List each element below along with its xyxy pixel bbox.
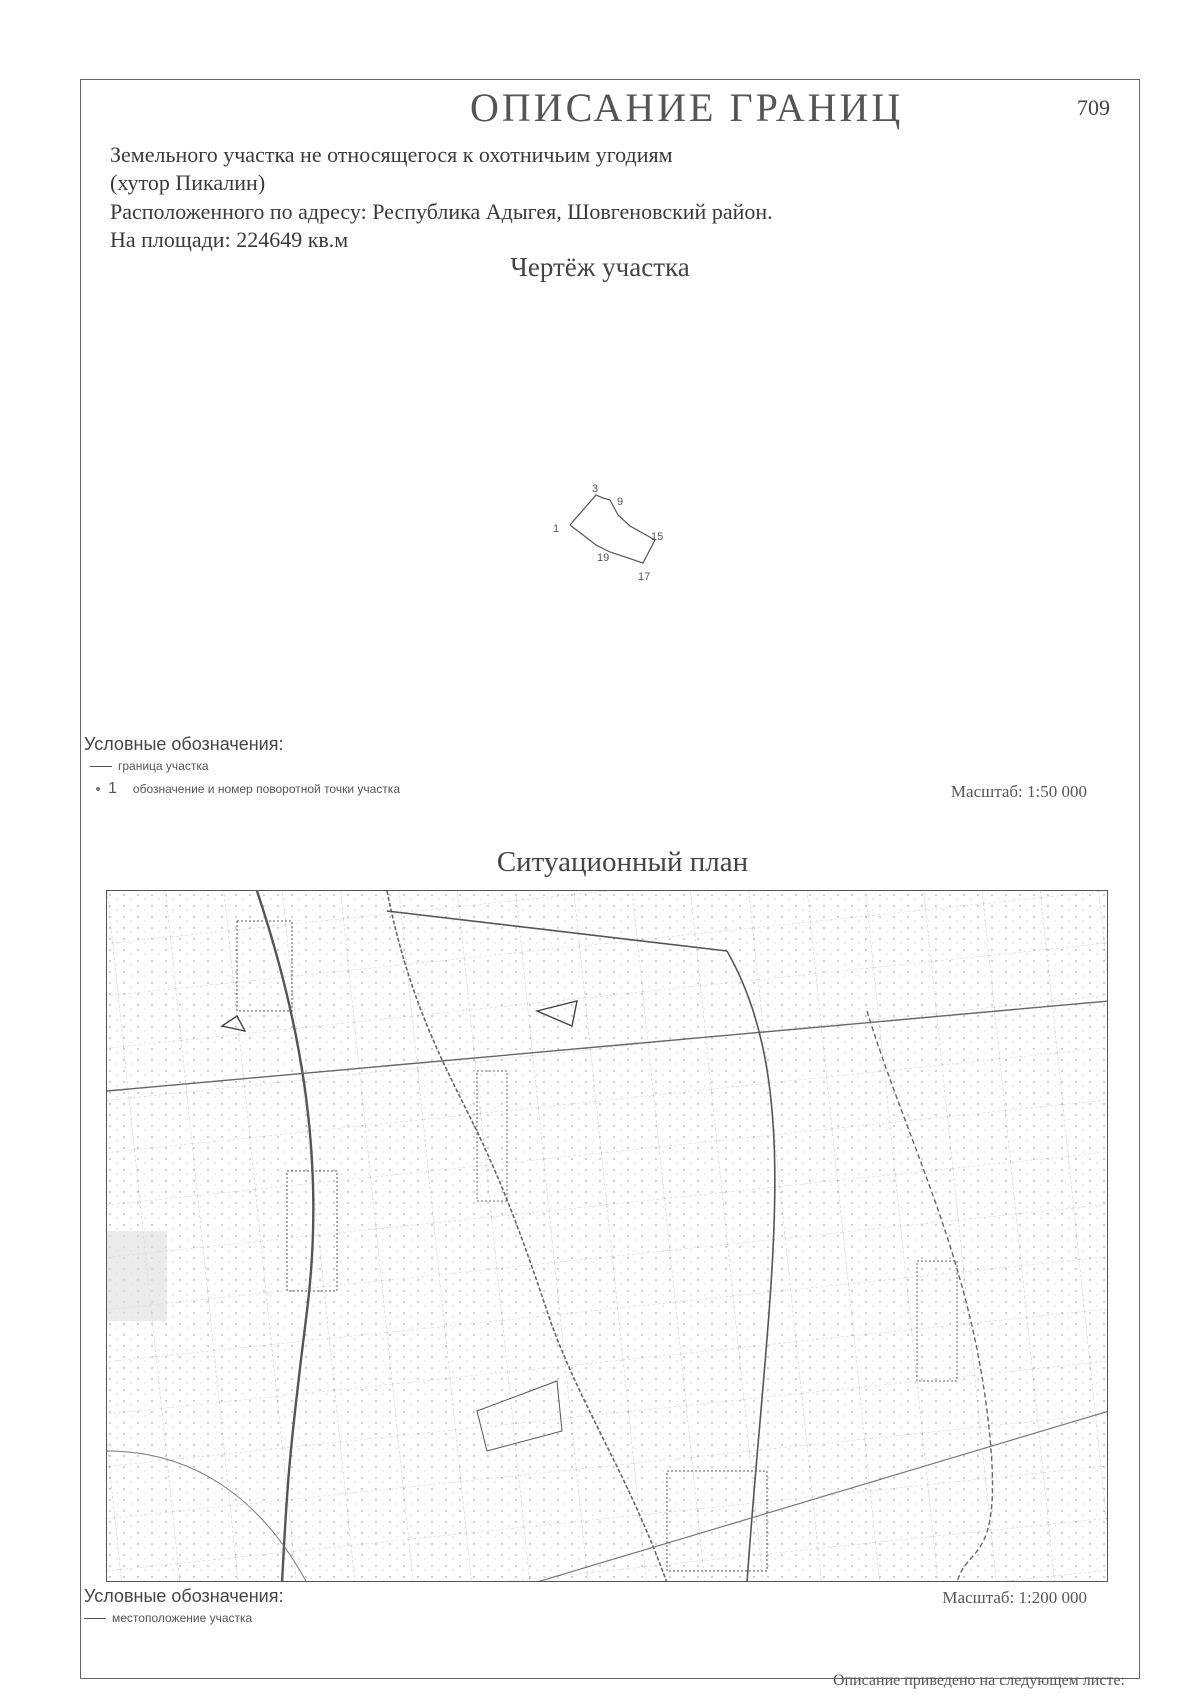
footer-note: Описание приведено на следующем листе: (832, 1672, 1125, 1689)
point-label-17: 17 (638, 571, 651, 583)
legend-label: обозначение и номер поворотной точки участка (132, 782, 400, 796)
line-icon (84, 1618, 106, 1619)
situation-scale: Масштаб: 1:200 000 (942, 1588, 1087, 1607)
info-line-area: На площади: 224649 кв.м (110, 227, 349, 252)
legend-label: граница участка (118, 759, 209, 773)
line-icon (90, 766, 112, 767)
info-line-address: Расположенного по адресу: Республика Адыгея, Шовгеновский район. (110, 199, 773, 224)
legend-item-boundary (90, 759, 209, 773)
point-label-3: 3 (592, 483, 599, 495)
topographic-map-image (106, 890, 1108, 1582)
page-number: 709 (1077, 95, 1110, 120)
legend-point-number: 1 (108, 780, 117, 797)
document-title: ОПИСАНИЕ ГРАНИЦ (470, 85, 904, 130)
drawing-scale: Масштаб: 1:50 000 (950, 782, 1087, 801)
point-label-15: 15 (651, 531, 664, 543)
plot-boundary (570, 495, 655, 563)
legend-item-point (96, 780, 400, 798)
info-line-locality: (хутор Пикалин) (110, 170, 266, 195)
point-label-9: 9 (617, 496, 624, 508)
info-line-purpose: Земельного участка не относящегося к охотничьим угодиям (110, 142, 673, 167)
point-label-1: 1 (553, 523, 560, 535)
situation-plan-title: Ситуационный план (496, 846, 749, 878)
drawing-title: Чертёж участка (510, 252, 690, 282)
legend-label: местоположение участка (112, 1611, 253, 1625)
dot-icon (96, 787, 100, 791)
situation-legend-title: Условные обозначения: (84, 1586, 284, 1606)
map-texture (107, 891, 1108, 1582)
point-label-19: 19 (597, 552, 610, 564)
plot-drawing (540, 470, 680, 600)
legend-item-location (84, 1611, 252, 1625)
drawing-legend-title: Условные обозначения: (84, 734, 284, 754)
